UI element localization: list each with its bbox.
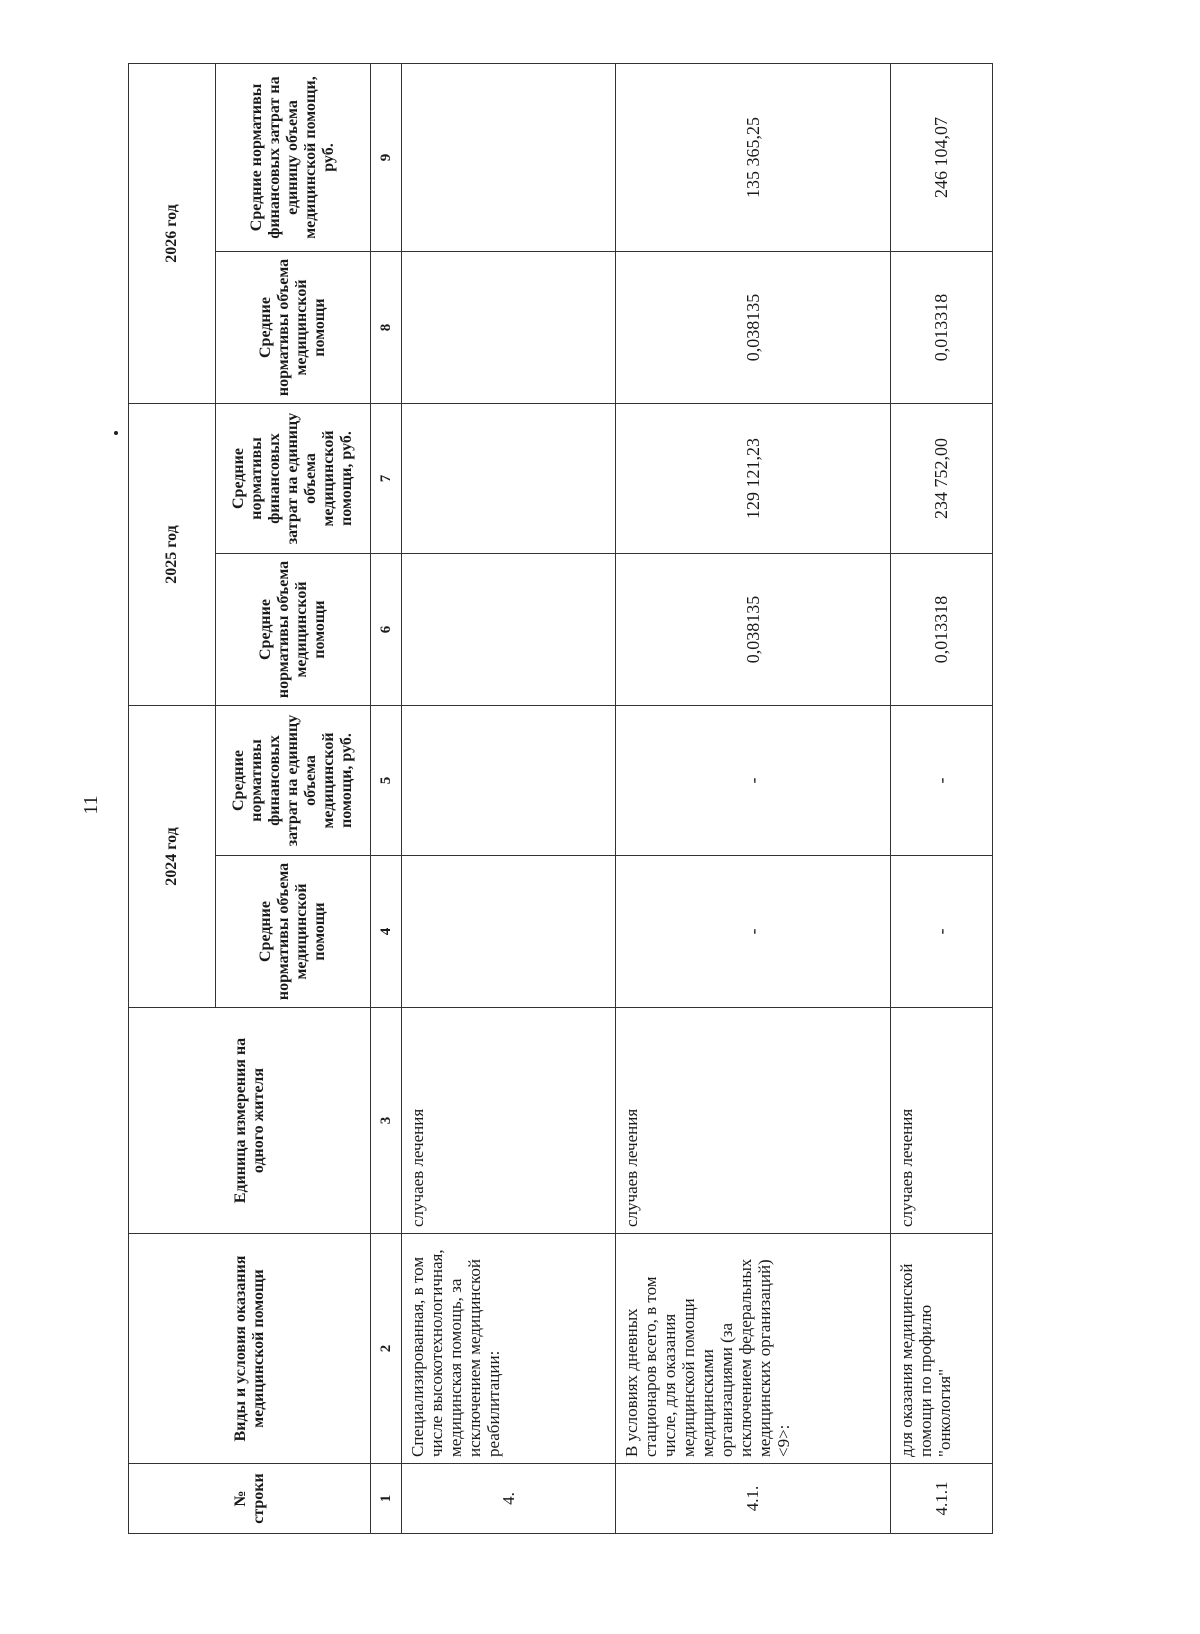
column-index-cell: 2 bbox=[371, 1234, 402, 1464]
cost-2026 bbox=[402, 64, 616, 252]
volume-2024 bbox=[402, 856, 616, 1008]
row-number: 4. bbox=[402, 1464, 616, 1534]
column-index-cell: 8 bbox=[371, 252, 402, 404]
header-row-years bbox=[129, 64, 216, 1534]
column-index-cell: 1 bbox=[371, 1464, 402, 1534]
column-index-cell: 4 bbox=[371, 856, 402, 1008]
rotated-table-container bbox=[128, 64, 961, 1534]
cost-2024: - bbox=[891, 706, 993, 856]
cost-2025: 234 752,00 bbox=[891, 404, 993, 554]
header-care-type: Виды и условия оказания медицинской помощи bbox=[129, 1234, 371, 1464]
cost-2026: 135 365,25 bbox=[616, 64, 891, 252]
volume-2026: 0,038135 bbox=[616, 252, 891, 404]
header-year-2025: 2025 год bbox=[129, 404, 216, 706]
table-row bbox=[402, 64, 616, 1534]
cost-2024 bbox=[402, 706, 616, 856]
medical-care-norms-table bbox=[128, 63, 993, 1534]
header-row-no: № строки bbox=[129, 1464, 371, 1534]
header-unit: Единица измерения на одного жителя bbox=[129, 1008, 371, 1234]
cost-2025: 129 121,23 bbox=[616, 404, 891, 554]
care-type-text: для оказания медицинской помощи по профилю "онкология" bbox=[891, 1234, 993, 1464]
volume-2026 bbox=[402, 252, 616, 404]
header-2025-volume: Средние нормативы объема медицинской помощи bbox=[216, 554, 371, 706]
unit-text: случаев лечения bbox=[891, 1008, 993, 1234]
header-year-2026: 2026 год bbox=[129, 64, 216, 404]
unit-text: случаев лечения bbox=[616, 1008, 891, 1234]
volume-2025: 0,038135 bbox=[616, 554, 891, 706]
table-row bbox=[616, 64, 891, 1534]
header-2025-cost: Средние нормативы финансовых затрат на единицу объема медицинской помощи, руб. bbox=[216, 404, 371, 554]
volume-2025: 0,013318 bbox=[891, 554, 993, 706]
cost-2025 bbox=[402, 404, 616, 554]
column-index-cell: 5 bbox=[371, 706, 402, 856]
row-number: 4.1.1 bbox=[891, 1464, 993, 1534]
care-type-text: В условиях дневных стационаров всего, в том числе, для оказания медицинской помощи медицинскими организациями (за исключением федеральных медицинских организаций) <9>: bbox=[616, 1234, 891, 1464]
header-year-2024: 2024 год bbox=[129, 706, 216, 1008]
volume-2024: - bbox=[891, 856, 993, 1008]
header-2024-cost: Средние нормативы финансовых затрат на единицу объема медицинской помощи, руб. bbox=[216, 706, 371, 856]
cost-2026: 246 104,07 bbox=[891, 64, 993, 252]
column-index-cell: 6 bbox=[371, 554, 402, 706]
table-row bbox=[891, 64, 993, 1534]
care-type-text: Специализированная, в том числе высокотехнологичная, медицинская помощь, за исключением медицинской реабилитации: bbox=[402, 1234, 616, 1464]
header-2026-cost: Средние нормативы финансовых затрат на единицу объема медицинской помощи, руб. bbox=[216, 64, 371, 252]
column-index-cell: 3 bbox=[371, 1008, 402, 1234]
row-number: 4.1. bbox=[616, 1464, 891, 1534]
header-2024-volume: Средние нормативы объема медицинской помощи bbox=[216, 856, 371, 1008]
page-number: 11 bbox=[80, 795, 102, 815]
column-index-cell: 9 bbox=[371, 64, 402, 252]
volume-2026: 0,013318 bbox=[891, 252, 993, 404]
header-2026-volume: Средние нормативы объема медицинской помощи bbox=[216, 252, 371, 404]
column-index-cell: 7 bbox=[371, 404, 402, 554]
unit-text: случаев лечения bbox=[402, 1008, 616, 1234]
cost-2024: - bbox=[616, 706, 891, 856]
volume-2024: - bbox=[616, 856, 891, 1008]
scan-dot-mark bbox=[114, 431, 118, 435]
column-index-row bbox=[371, 64, 402, 1534]
volume-2025 bbox=[402, 554, 616, 706]
